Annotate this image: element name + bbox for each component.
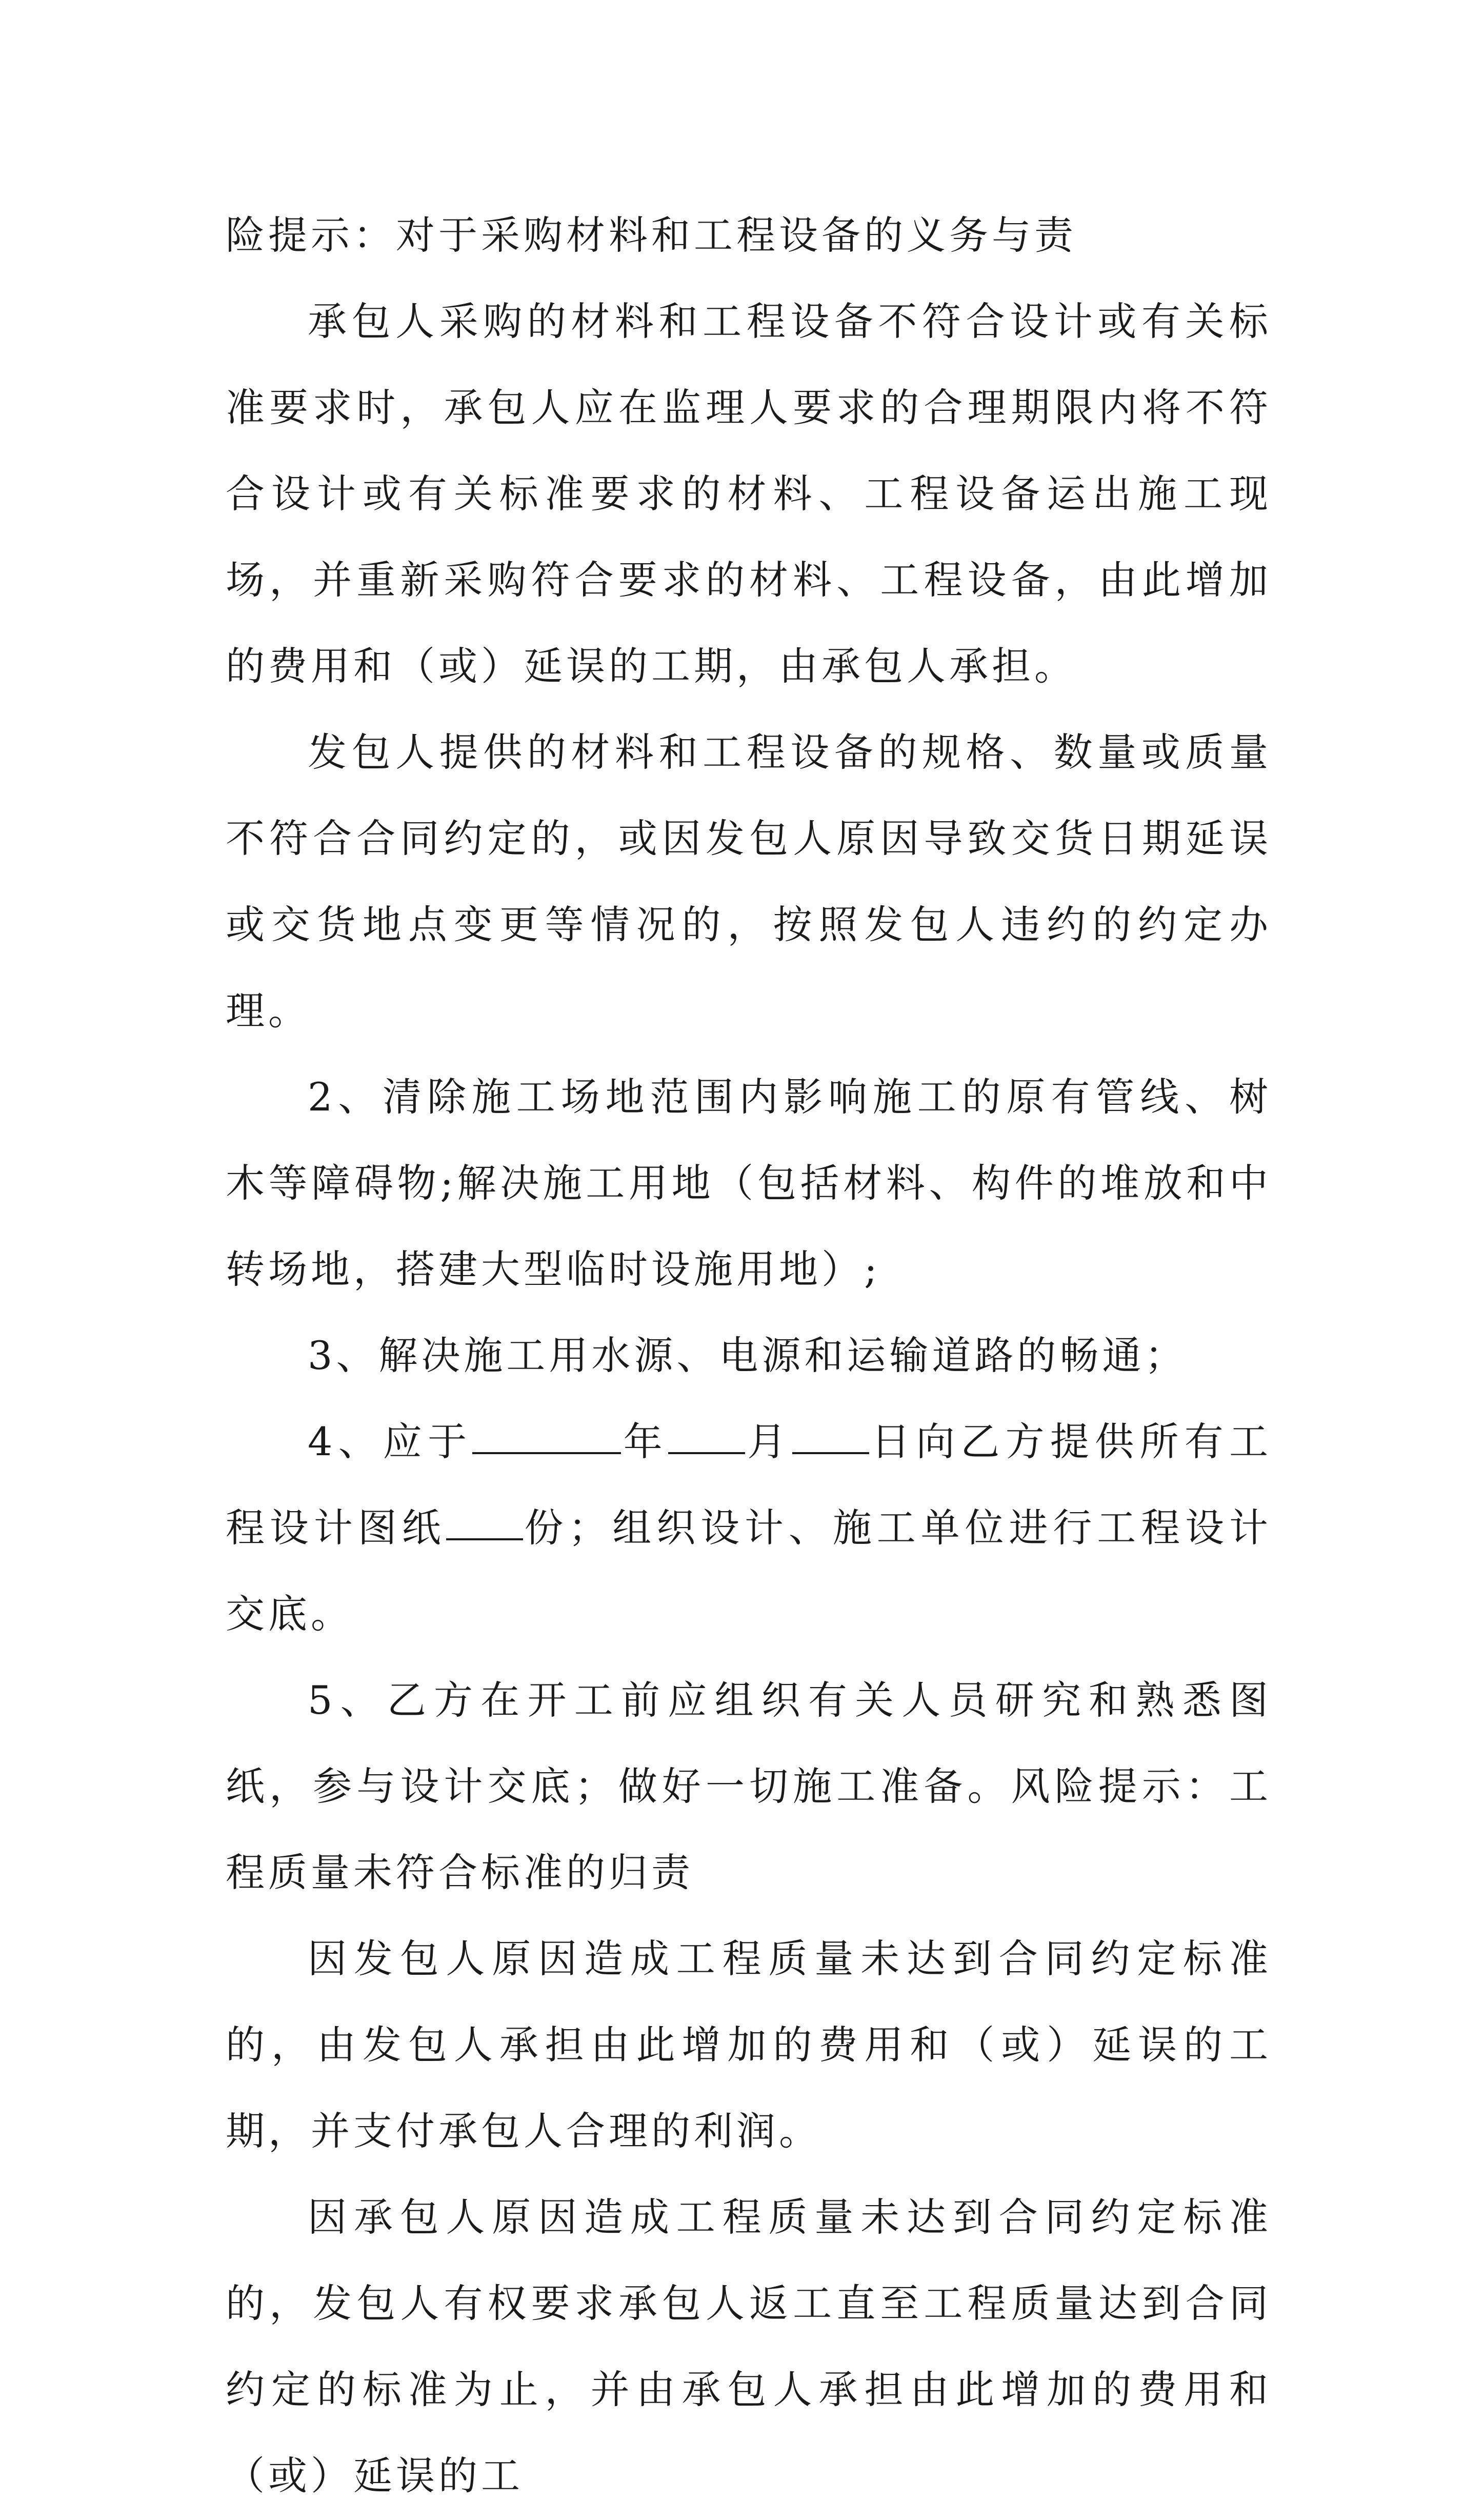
paragraph-item-3: 3、解决施工用水源、电源和运输道路的畅通； [308, 1333, 1188, 1378]
item4-year-label: 年 [621, 1419, 668, 1464]
paragraph-contractor-purchase: 承包人采购的材料和工程设备不符合设计或有关标准要求时，承包人应在监理人要求的合理期限内将不符合设计或有关标准要求的材料、工程设备运出施工现场，并重新采购符合要求的材料、工程设备，由此增加的费用和（或）延误的工期，由承包人承担。 [226, 299, 1272, 689]
month-blank [668, 1420, 745, 1454]
paragraph-risk-hint-materials: 险提示：对于采购材料和工程设备的义务与责 [226, 212, 1077, 258]
paragraph-employer-supply: 发包人提供的材料和工程设备的规格、数量或质量不符合合同约定的，或因发包人原因导致交货日期延误或交货地点变更等情况的，按照发包人违约的约定办理。 [226, 729, 1272, 1034]
year-blank [472, 1420, 621, 1454]
copies-blank [446, 1506, 523, 1540]
document-body [226, 192, 1272, 2519]
item4-prefix: 4、应于 [308, 1419, 473, 1464]
item4-day-suffix: 日向乙方提供所有工程设计图纸 [226, 1419, 1272, 1551]
paragraph-item-4 [226, 1399, 1272, 1657]
paragraph-item-5: 5、乙方在开工前应组织有关人员研究和熟悉图纸，参与设计交底；做好一切施工准备。风险提示：工程质量未符合标准的归责 [226, 1677, 1272, 1895]
paragraph-contractor-quality: 因承包人原因造成工程质量未达到合同约定标准的，发包人有权要求承包人返工直至工程质量达到合同约定的标准为止，并由承包人承担由此增加的费用和（或）延误的工 [226, 2194, 1272, 2498]
paragraph-item-2: 2、清除施工场地范围内影响施工的原有管线、树木等障碍物;解决施工用地（包括材料、构件的堆放和中转场地，搭建大型临时设施用地）; [226, 1074, 1272, 1292]
item4-copies-suffix: 份；组织设计、施工单位进行工程设计交底。 [226, 1505, 1272, 1637]
day-blank [792, 1420, 869, 1454]
item4-month-label: 月 [745, 1419, 792, 1464]
paragraph-employer-quality: 因发包人原因造成工程质量未达到合同约定标准的，由发包人承担由此增加的费用和（或）延误的工期，并支付承包人合理的利润。 [226, 1936, 1272, 2154]
